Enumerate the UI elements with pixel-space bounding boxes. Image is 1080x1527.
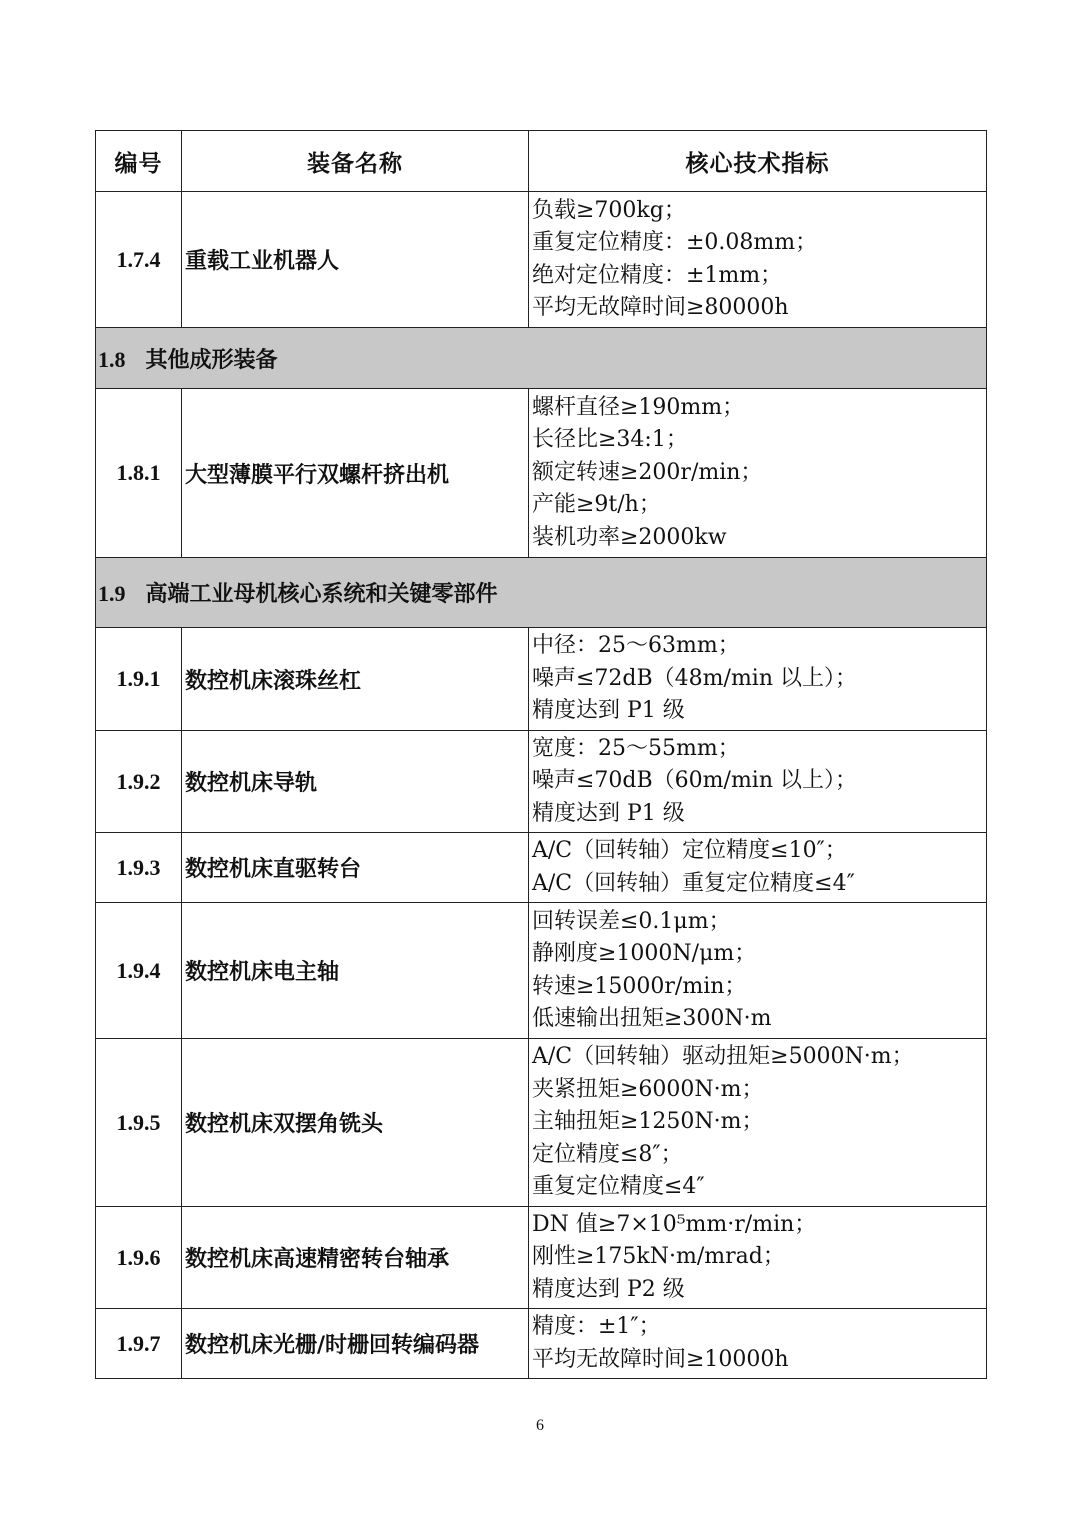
item-number: 1.8.1	[96, 389, 182, 558]
section-heading	[96, 328, 987, 389]
spec-list	[529, 389, 987, 558]
spec-line: 宽度：25～55mm；	[532, 735, 740, 761]
equipment-name: 数控机床导轨	[182, 731, 529, 833]
section-heading	[96, 558, 987, 628]
equipment-spec-table	[95, 130, 987, 1379]
table-row	[96, 731, 987, 833]
section-number: 1.9	[98, 581, 126, 606]
equipment-name: 数控机床滚珠丝杠	[182, 628, 529, 731]
spec-line: 中径：25～63mm；	[532, 633, 740, 659]
table-row	[96, 389, 987, 558]
spec-line: DN 值≥7×10⁵mm·r/min；	[532, 1211, 817, 1237]
spec-line: 精度达到 P2 级	[532, 1276, 685, 1302]
spec-line: 螺杆直径≥190mm；	[532, 394, 745, 420]
spec-line: 装机功率≥2000kw	[532, 524, 727, 550]
page-number: 6	[536, 1417, 544, 1434]
item-number: 1.9.4	[96, 903, 182, 1039]
equipment-name: 大型薄膜平行双螺杆挤出机	[182, 389, 529, 558]
spec-line: 刚性≥175kN·m/mrad；	[532, 1244, 785, 1270]
spec-line: 平均无故障时间≥80000h	[532, 295, 789, 320]
spec-list	[529, 1039, 987, 1207]
equipment-name: 数控机床光栅/时栅回转编码器	[182, 1309, 529, 1379]
spec-list	[529, 1207, 987, 1309]
spec-list	[529, 1309, 987, 1379]
spec-line: 噪声≤70dB（60m/min 以上）；	[532, 768, 858, 794]
section-row	[96, 558, 987, 628]
spec-line: 产能≥9t/h；	[532, 492, 661, 518]
spec-line: 低速输出扭矩≥300N·m	[532, 1006, 772, 1031]
header-core-specs: 核心技术指标	[529, 131, 987, 192]
spec-list	[529, 192, 987, 328]
spec-line: 主轴扭矩≥1250N·m；	[532, 1109, 764, 1135]
equipment-name: 数控机床电主轴	[182, 903, 529, 1039]
equipment-name: 重载工业机器人	[182, 192, 529, 328]
table-row	[96, 1309, 987, 1379]
spec-line: 噪声≤72dB（48m/min 以上）；	[532, 665, 858, 691]
section-number: 1.8	[98, 346, 126, 372]
spec-list	[529, 628, 987, 731]
table-header-row	[96, 131, 987, 192]
spec-line: 夹紧扭矩≥6000N·m；	[532, 1076, 764, 1102]
spec-line: 重复定位精度≤4″	[532, 1174, 705, 1200]
spec-line: 重复定位精度：±0.08mm；	[532, 230, 818, 255]
spec-line: 回转误差≤0.1μm；	[532, 908, 731, 934]
spec-line: 长径比≥34:1；	[532, 427, 688, 453]
spec-line: 精度：±1″；	[532, 1314, 661, 1339]
table-row	[96, 1207, 987, 1309]
item-number: 1.9.7	[96, 1309, 182, 1379]
spec-line: A/C（回转轴）重复定位精度≤4″	[532, 870, 855, 896]
spec-list	[529, 833, 987, 903]
spec-line: 额定转速≥200r/min；	[532, 459, 763, 485]
item-number: 1.9.6	[96, 1207, 182, 1309]
spec-line: A/C（回转轴）定位精度≤10″；	[532, 838, 847, 863]
header-equipment-name: 装备名称	[182, 131, 529, 192]
spec-line: 转速≥15000r/min；	[532, 973, 747, 999]
item-number: 1.9.1	[96, 628, 182, 731]
spec-line: 定位精度≤8″；	[532, 1141, 683, 1167]
spec-line: 负载≥700kg；	[532, 197, 686, 223]
table-row	[96, 192, 987, 328]
spec-line: 绝对定位精度：±1mm；	[532, 262, 783, 288]
equipment-name: 数控机床直驱转台	[182, 833, 529, 903]
spec-line: 平均无故障时间≥10000h	[532, 1346, 789, 1372]
spec-line: 精度达到 P1 级	[532, 698, 685, 724]
equipment-name: 数控机床高速精密转台轴承	[182, 1207, 529, 1309]
spec-line: 静刚度≥1000N/μm；	[532, 941, 757, 966]
spec-line: A/C（回转轴）驱动扭矩≥5000N·m；	[532, 1044, 914, 1070]
section-title: 高端工业母机核心系统和关键零部件	[145, 582, 498, 607]
table-body	[96, 192, 987, 1379]
spec-list	[529, 903, 987, 1039]
header-number: 编号	[96, 131, 182, 192]
section-row	[96, 328, 987, 389]
table-row	[96, 1039, 987, 1207]
table-row	[96, 833, 987, 903]
item-number: 1.9.2	[96, 731, 182, 833]
item-number: 1.7.4	[96, 192, 182, 328]
item-number: 1.9.3	[96, 833, 182, 903]
item-number: 1.9.5	[96, 1039, 182, 1207]
equipment-name: 数控机床双摆角铣头	[182, 1039, 529, 1207]
spec-line: 精度达到 P1 级	[532, 800, 685, 826]
spec-list	[529, 731, 987, 833]
section-title: 其他成形装备	[145, 347, 278, 373]
table-row	[96, 903, 987, 1039]
table-row	[96, 628, 987, 731]
